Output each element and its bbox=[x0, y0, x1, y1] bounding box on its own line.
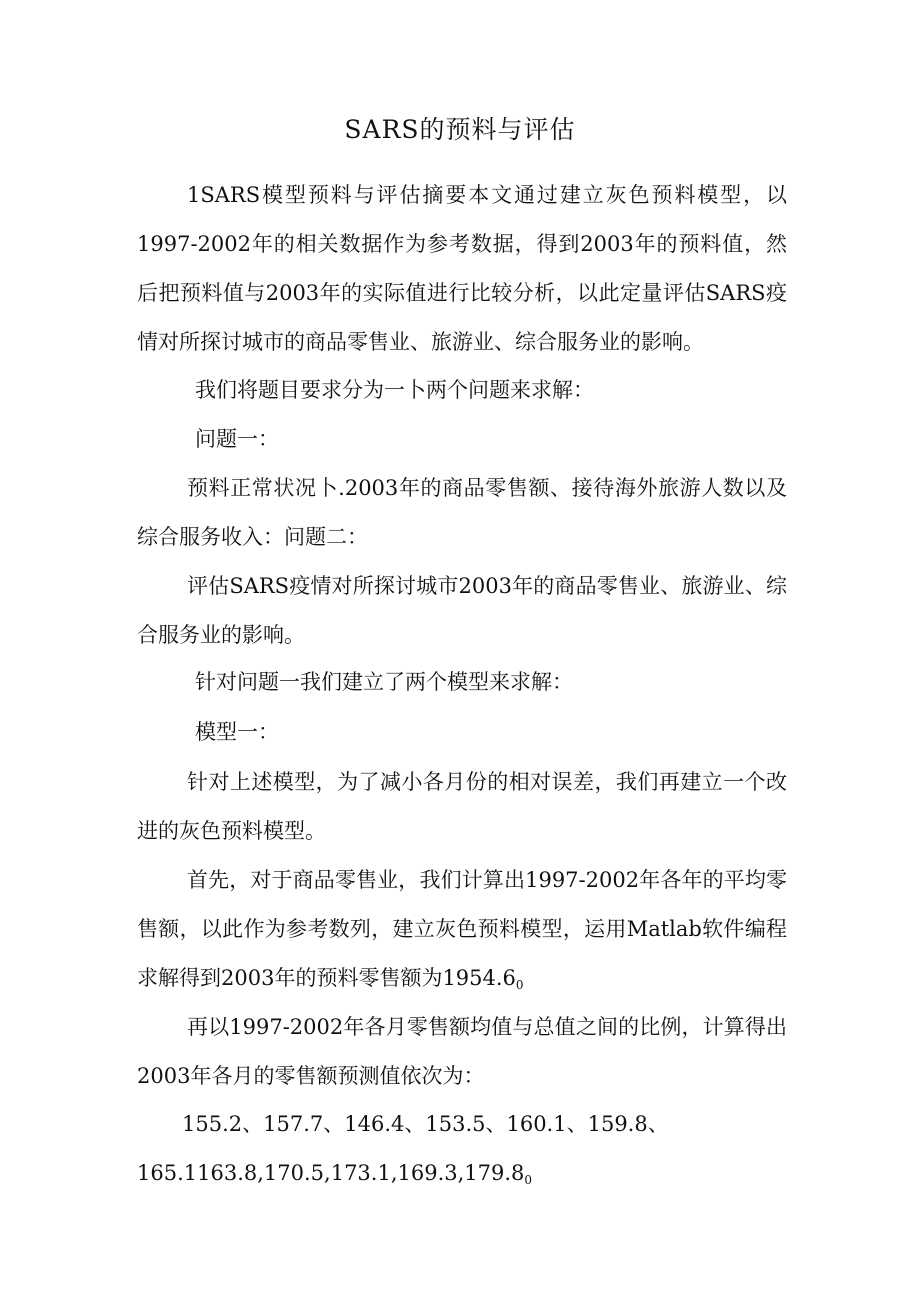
model-intro-line: 针对问题一我们建立了两个模型来求解： bbox=[195, 670, 573, 694]
problem-split-line: 我们将题目要求分为一卜两个问题来求解： bbox=[195, 378, 594, 402]
problem-one-heading: 问题一： bbox=[195, 427, 279, 451]
monthly-values-text: 165.1163.8,170.5,173.1,169.3,179.8 bbox=[137, 1161, 525, 1185]
monthly-values-line-1: 155.2、157.7、146.4、153.5、160.1、159.8、 bbox=[182, 1112, 669, 1136]
abstract-paragraph: 1SARS模型预料与评估摘要本文通过建立灰色预料模型，以1997-2002年的相关数据作为参考数据，得到2003年的预料值，然后把预料值与2003年的实际值进行比较分析，以此定量评估SARS疫情对所探讨城市的商品零售业、旅游业、综合服务业的影响。 bbox=[137, 183, 787, 354]
subscript-zero-2: 0 bbox=[524, 1173, 533, 1187]
document-title: SARS的预料与评估 bbox=[344, 115, 576, 144]
subscript-zero: 0 bbox=[515, 978, 524, 992]
model-one-heading: 模型一： bbox=[195, 720, 279, 744]
problem-two-paragraph: 评估SARS疫情对所探讨城市2003年的商品零售业、旅游业、综合服务业的影响。 bbox=[137, 574, 787, 647]
monthly-values-line-2 bbox=[137, 1155, 532, 1198]
monthly-ratio-paragraph: 再以1997-2002年各月零售额均值与总值之间的比例，计算得出2003年各月的零售额预测值依次为： bbox=[137, 1015, 787, 1088]
retail-method-text: 首先，对于商品零售业，我们计算出1997-2002年各年的平均零售额，以此作为参考数列，建立灰色预料模型，运用Matlab软件编程求解得到2003年的预料零售额为1954.6 bbox=[137, 868, 787, 990]
retail-method-paragraph bbox=[137, 856, 787, 1010]
problem-one-paragraph: 预料正常状况卜.2003年的商品零售额、接待海外旅游人数以及综合服务收入：问题二： bbox=[137, 476, 787, 549]
improved-model-paragraph: 针对上述模型，为了减小各月份的相对误差，我们再建立一个改进的灰色预料模型。 bbox=[137, 770, 787, 843]
